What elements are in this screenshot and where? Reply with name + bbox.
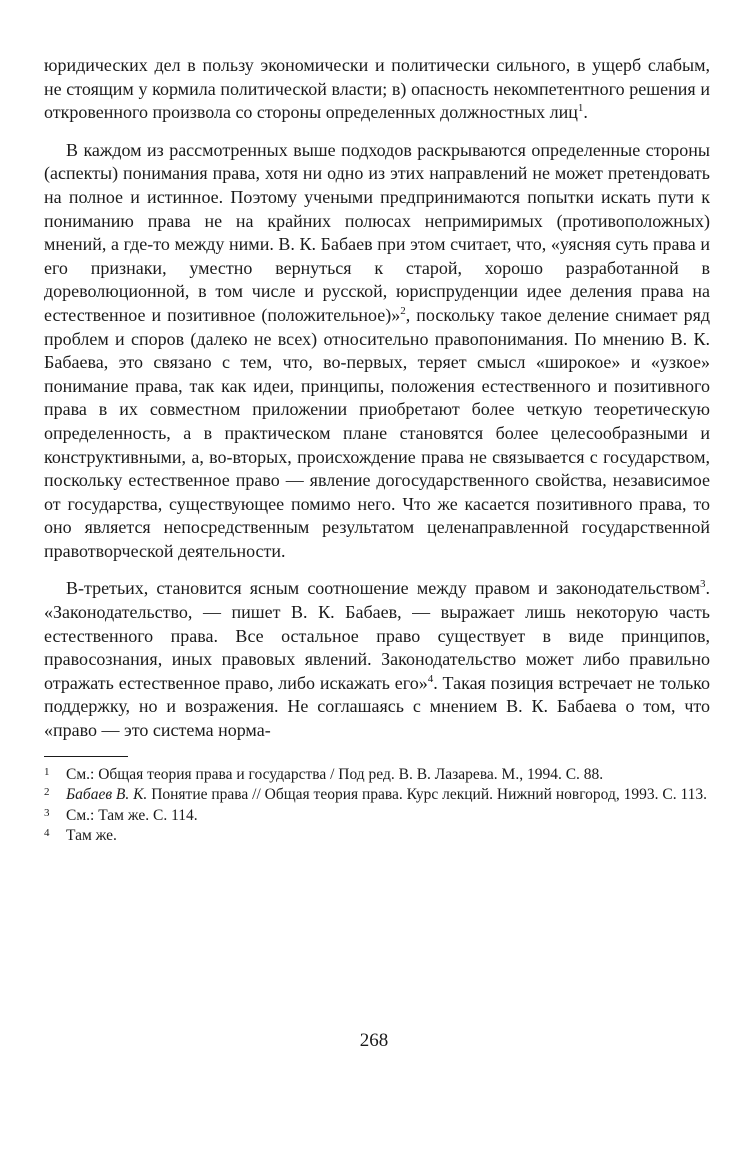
footnote-ref-1[interactable]: 1: [577, 102, 584, 115]
footnote-text: См.: Там же. С. 114.: [66, 806, 198, 824]
paragraph-2: [44, 139, 710, 564]
paragraph-2-text-b: , поскольку такое деление снимает ряд проблем и споров (далеко не всех) относительно правопонимания. По мнению В. К. Бабаева, это связано с тем, что, во-первых, теряет смысл «широкое» и «узкое» понимание права, так как идеи, принципы, положения естественного и позитивного права в их совместном приложении приобретают более четкую теоретическую определенность, а в практическом плане становятся более целесообразными и конструктивными, а, во-вторых, происхождение права не связывается с государством, поскольку естественное право — явление догосударственного свойства, независимое от государства, существующее помимо него. Что же касается позитивного права, то оно является непосредственным результатом целенаправленной государственной правотворческой деятельности.: [44, 304, 711, 561]
footnote-3: [44, 806, 710, 827]
paragraph-2-text-a: В каждом из рассмотренных выше подходов раскрываются определенные стороны (аспекты) понимания права, хотя ни одно из этих направлений не может претендовать на полное и истинное. Поэтому учеными предпринимаются попытки искать пути к пониманию права не на крайних полюсах непримиримых (противоположных) мнений, а где-то между ними. В. К. Бабаев при этом считает, что, «уясняя суть права и его признаки, уместно вернуться к старой, хорошо разработанной в дореволюционной, в том числе и русской, юриспруденции идее деления права на естественное и позитивное (положительное)»: [44, 139, 710, 325]
footnote-1: [44, 765, 710, 786]
footnote-divider: [44, 756, 128, 757]
paragraph-1-end: .: [583, 102, 588, 123]
footnote-number: 2: [44, 786, 50, 799]
footnote-author: Бабаев В. К.: [66, 786, 148, 804]
paragraph-1-text: юридических дел в пользу экономически и политически сильного, в ущерб слабым, не стоящим у кормила политической власти; в) опасность некомпетентного решения и откровенного произвола со стороны определенных должностных лиц: [44, 55, 710, 123]
footnote-ref-2[interactable]: 2: [400, 304, 406, 317]
paragraph-3-text-b: . «Законодательство, — пишет В. К. Бабаев, — выражает лишь некоторую часть естественного права. Все остальное право существует в виде принципов, правосознания, иных правовых явлений. Законодательство может либо правильно отражать естественное право, либо искажать его»: [44, 578, 710, 693]
footnote-text: Понятие права // Общая теория права. Курс лекций. Нижний новгород, 1993. С. 113.: [147, 786, 708, 804]
footnote-4: [44, 826, 710, 847]
footnote-number: 1: [44, 765, 50, 778]
page-body: [44, 54, 710, 847]
footnote-number: 3: [44, 806, 50, 819]
footnote-ref-3[interactable]: 3: [700, 578, 706, 591]
footnote-ref-4[interactable]: 4: [427, 672, 434, 685]
footnote-text: Там же.: [66, 827, 117, 845]
paragraph-1: [44, 54, 710, 125]
footnote-number: 4: [44, 827, 50, 840]
paragraph-3-text-a: В-третьих, становится ясным соотношение между правом и законодательством: [66, 578, 700, 599]
page-number: 268: [359, 1030, 389, 1051]
footnote-text: См.: Общая теория права и государства / Под ред. В. В. Лазарева. М., 1994. С. 88.: [66, 765, 604, 783]
footnote-2: [44, 785, 710, 806]
footnotes: [44, 765, 710, 847]
paragraph-3: [44, 577, 710, 742]
paragraph-3-text-c: . Такая позиция встречает не только поддержку, но и возражения. Не соглашаясь с мнением В. К. Бабаева о том, что «право — это система норма-: [44, 672, 710, 741]
